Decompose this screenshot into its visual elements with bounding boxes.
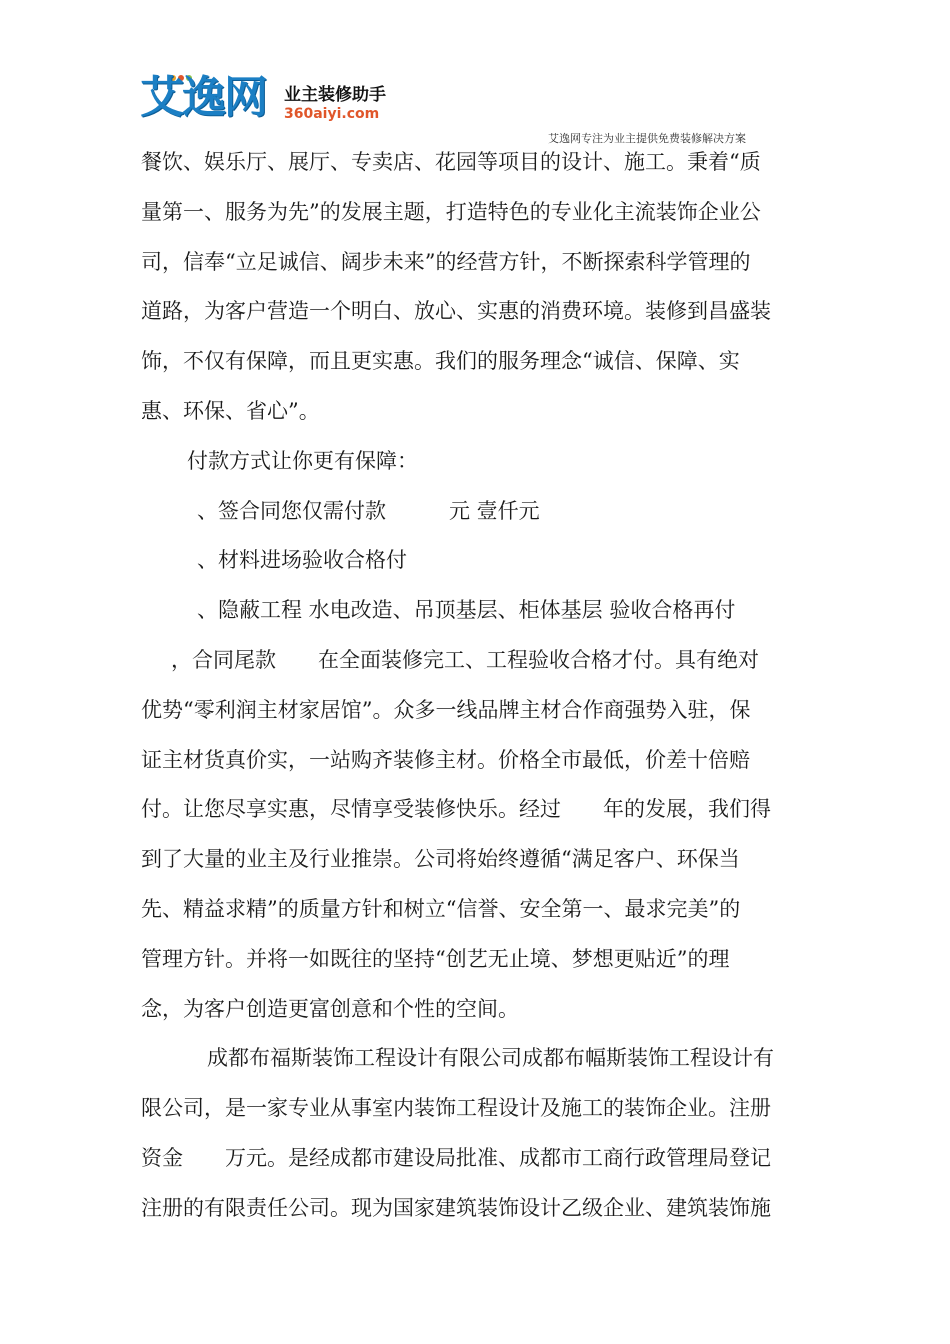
logo-slogan: 业主装修助手 bbox=[284, 85, 386, 105]
text-line: 限公司，是一家专业从事室内装饰工程设计及施工的装饰企业。注册 bbox=[141, 1096, 771, 1121]
text-line: 念，为客户创造更富创意和个性的空间。 bbox=[141, 996, 519, 1021]
text-line: 惠、环保、省心”。 bbox=[141, 398, 320, 423]
text-line: 司，信奉“立足诚信、阔步未来”的经营方针，不断探索科学管理的 bbox=[141, 249, 751, 274]
text-line: 饰，不仅有保障，而且更实惠。我们的服务理念“诚信、保障、实 bbox=[141, 349, 740, 374]
text-line: 餐饮、娱乐厅、展厅、专卖店、花园等项目的设计、施工。秉着“质 bbox=[141, 150, 761, 174]
text-line: 、签合同您仅需付款 元 壹仟元 bbox=[197, 498, 540, 523]
site-logo[interactable]: 艾逸网 bbox=[140, 72, 266, 123]
text-line: 成都布福斯装饰工程设计有限公司成都布幅斯装饰工程设计有 bbox=[207, 1046, 774, 1071]
text-line: 量第一、服务为先”的发展主题，打造特色的专业化主流装饰企业公 bbox=[141, 199, 761, 224]
text-line: 证主材货真价实，一站购齐装修主材。价格全市最低，价差十倍赔 bbox=[141, 747, 750, 772]
logo-domain[interactable]: 360aiyi.com bbox=[284, 106, 380, 122]
text-line: 付款方式让你更有保障： bbox=[187, 448, 418, 473]
text-line: ，合同尾款 在全面装修完工、工程验收合格才付。具有绝对 bbox=[171, 647, 759, 672]
text-line: 资金 万元。是经成都市建设局批准、成都市工商行政管理局登记 bbox=[141, 1145, 771, 1170]
text-line: 优势“零利润主材家居馆”。众多一线品牌主材合作商强势入驻，保 bbox=[141, 697, 751, 722]
text-line: 道路，为客户营造一个明白、放心、实惠的消费环境。装修到昌盛装 bbox=[141, 299, 771, 324]
text-line: 先、精益求精”的质量方针和树立“信誉、安全第一、最求完美”的 bbox=[141, 896, 741, 921]
text-line: 、材料进场验收合格付 bbox=[197, 548, 407, 573]
text-line: 注册的有限责任公司。现为国家建筑装饰设计乙级企业、建筑装饰施 bbox=[141, 1195, 771, 1220]
text-line: 管理方针。并将一如既往的坚持“创艺无止境、梦想更贴近”的理 bbox=[141, 946, 730, 971]
text-line: 付。让您尽享实惠，尽情享受装修快乐。经过 年的发展，我们得 bbox=[141, 797, 771, 822]
header-tagline: 艾逸网专注为业主提供免费装修解决方案 bbox=[548, 132, 746, 145]
text-line: 到了大量的业主及行业推崇。公司将始终遵循“满足客户、环保当 bbox=[141, 847, 740, 872]
text-line: 、隐蔽工程 水电改造、吊顶基层、柜体基层 验收合格再付 bbox=[197, 598, 736, 623]
page-header bbox=[0, 0, 950, 150]
document-body bbox=[141, 138, 813, 1234]
